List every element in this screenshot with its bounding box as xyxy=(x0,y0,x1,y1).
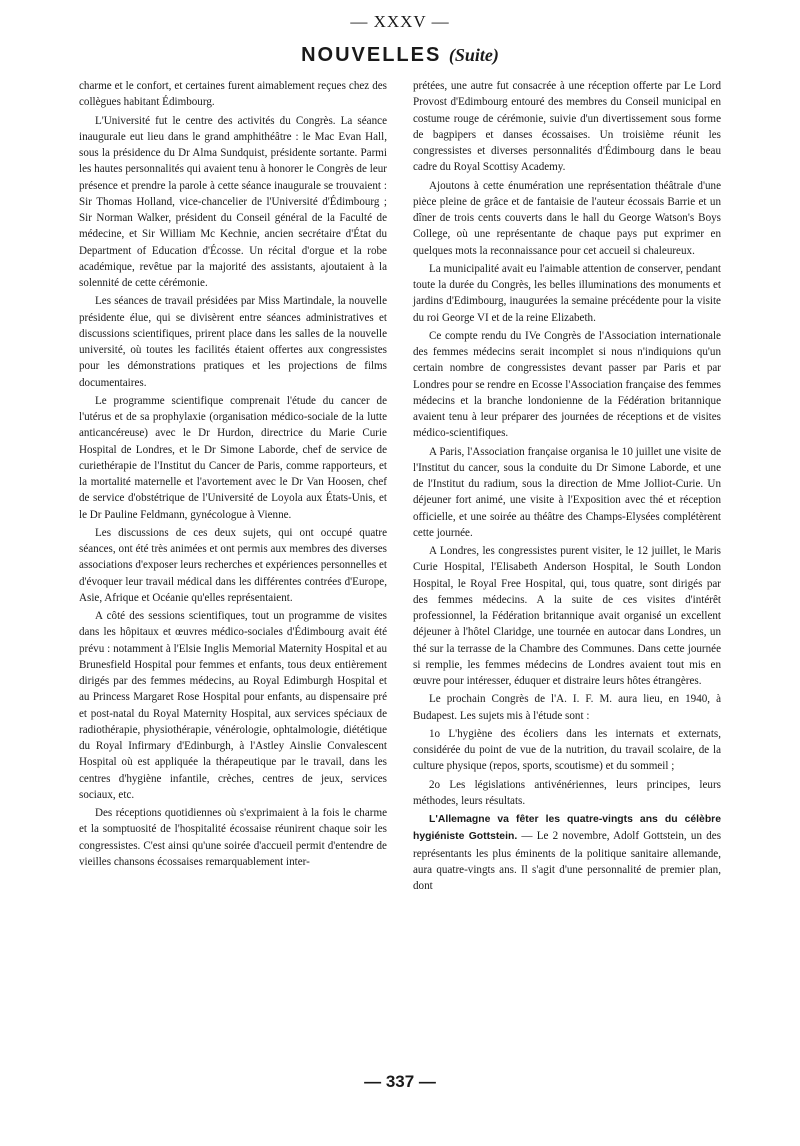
paragraph: A Paris, l'Association française organisa le 10 juillet une visite de l'Institut du cancer, sous la conduite du Dr Simone Laborde, et une de l'Institut du radium, sous la direction de Mme Jolliot-Curie. Un déjeuner fort animé, une visite à l'Exposition avec thé et réception officielle, et une soirée au théâtre des Champs-Elysées complétèrent cette journée. xyxy=(413,445,721,539)
paragraph: A côté des sessions scientifiques, tout un programme de visites dans les hôpitaux et œuvres médico-sociales d'Édimbourg avait été prévu : notamment à l'Elsie Inglis Memorial Maternity Hospital et au Brunesfield Hospital pour femmes et enfants, tous deux entièrement dirigés par des femmes médecins, au Royal Edimburgh Hospital et au Princess Margaret Rose Hospital pour enfants, au dispensaire pré et post-natal du Royal Maternity Hospital, aux services spéciaux de radiothérapie, physiothérapie, vénérologie, ophtalmologie, diététique du Royal Infirmary d'Edinburgh, à l'Astley Ainslie Convalescent Hospital où est appliquée la thérapeutique par le travail, dans les centres d'hygiène infantile, crèches, centres de jeux, services sociaux, etc. xyxy=(79,610,387,801)
paragraph: Les séances de travail présidées par Miss Martindale, la nouvelle présidente élue, qui se divisèrent entre séances administratives et discussions scientifiques, prirent place dans les salles de la nouvelle université, où toutes les facilités étaient offertes aux congressistes pour les démonstrations pratiques et les projections de films documentaires. xyxy=(79,295,387,389)
news-item xyxy=(413,811,721,894)
paragraph: Ajoutons à cette énumération une représentation théâtrale d'une pièce pleine de grâce et de fantaisie de l'auteur écossais Barrie et un dîner de trois cents couverts dans le hall du George Watson's Boys College, où une représentante de chaque pays put exprimer en quelques mots la reconnaissance pour cet accueil si chaleureux. xyxy=(413,179,721,257)
right-column xyxy=(413,78,721,894)
list-item: 2o Les législations antivénériennes, leurs principes, leurs méthodes, leurs résultats. xyxy=(413,778,721,807)
page-number: — 337 — xyxy=(364,1072,436,1091)
paragraph: La municipalité avait eu l'aimable attention de conserver, pendant toute la durée du Congrès, les belles illuminations des monuments et jardins d'Edimbourg, inaugurées la semaine précédente pour la visite du roi George VI et de la reine Elizabeth. xyxy=(413,262,721,324)
paragraph: A Londres, les congressistes purent visiter, le 12 juillet, le Maris Curie Hospital, l'Elisabeth Anderson Hospital, le South London Hospital, le Royal Free Hospital, qui, tous quatre, sont dirigés par des femmes médecins. A la suite de ces visites d'intérêt professionnel, la Fédération britannique avait organisé un excellent déjeuner à l'hôtel Claridge, une tournée en autocar dans Londres, un thé sur la terrasse de la Chambre des Communes. Dans cette journée si remplie, les femmes médecins de Londres avaient tout mis en œuvre pour intéresser, éduquer et distraire leurs hôtes étrangères. xyxy=(413,545,721,687)
news-body: — Le 2 novembre, Adolf Gottstein, un des représentants les plus éminents de la politique sanitaire allemande, aura quatre-vingts ans. Il s'agit d'une personnalité de premier plan, dont xyxy=(413,830,722,892)
paragraph: L'Université fut le centre des activités du Congrès. La séance inaugurale eut lieu dans le grand amphithéâtre : le Mac Evan Hall, sous la présidence du Dr Alma Sundquist, présidente sortante. Parmi les hautes personnalités qui avaient tenu à honorer le Congrès de leur présence et prendre la parole à cette séance inaugurale se trouvaient : Sir Thomas Holland, vice-chancelier de l'Université d'Édimbourg ; Sir Norman Walker, président du Conseil général de la Faculté de médecine, et Sir William Mc Kechnie, ancien secrétaire d'État du Department of Education d'Écosse. Un récital d'orgue et la robe académique, revêtue par la majorité des assistants, ajoutaient à la solennité de cette cérémonie. xyxy=(79,114,387,289)
list-item: 1o L'hygiène des écoliers dans les internats et externats, considérée du point de vue de la nutrition, du travail scolaire, de la culture physique (repos, sports, scoutisme) et du sommeil ; xyxy=(413,727,721,773)
section-heading xyxy=(0,44,800,67)
paragraph: Les discussions de ces deux sujets, qui ont occupé quatre séances, ont été très animées et ont permis aux membres des diverses associations d'exposer leurs recherches et expériences personnelles et d'évoquer leur travail médical dans les différentes contrées d'Europe, Asie, Afrique et Océanie qu'elles représentaient. xyxy=(79,526,387,604)
paragraph: Des réceptions quotidiennes où s'exprimaient à la fois le charme et la somptuosité de l'hospitalité écossaise réunirent chaque soir les congressistes. C'est ainsi qu'une soirée d'accueil permit d'entendre de vieilles chansons écossaises remarquablement inter- xyxy=(79,807,387,868)
paragraph: Ce compte rendu du IVe Congrès de l'Association internationale des femmes médecins serait incomplet si nous n'indiquions qu'un certain nombre de congressistes devant passer par Paris et par Londres pour se rendre en Ecosse l'Association française des femmes médecins et la branche londonienne de la Fédération britannique avaient tenu à leur préparer des journées de réceptions et de visites médico-scientifiques. xyxy=(413,329,721,440)
paragraph: Le programme scientifique comprenait l'étude du cancer de l'utérus et de sa prophylaxie (organisation médico-sociale de la lutte anticancéreuse) avec le Dr Hurdon, directrice du Marie Curie Hospital de Londres, et le Dr Simone Laborde, chef de service de curiethérapie de l'Institut du Cancer de Paris, comme rapporteurs, et la mortalité maternelle et l'avortement avec le Dr Van Hoosen, chef de service d'obstétrique de l'Université de Loyola aux États-Unis, et le Dr Pauline Feldmann, gynécologue à Vienne. xyxy=(79,394,387,521)
roman-page-number: — XXXV — xyxy=(350,12,450,31)
section-subtitle: (Suite) xyxy=(448,45,499,65)
paragraph: charme et le confort, et certaines furent aimablement reçues chez des collègues habitant Édimbourg. xyxy=(79,80,387,109)
paragraph: prétées, une autre fut consacrée à une réception offerte par Le Lord Provost d'Edimbourg entouré des membres du Conseil municipal en costume rouge de cérémonie, suivie d'un divertissement sous forme de bagpipers et danses écossaises. Un troisième réunit les congressistes et diverses personnalités d'Édimbourg dans le beau cadre du Royal Scottisy Academy. xyxy=(413,80,721,174)
news-headline: L'Allemagne va fêter les quatre-vingts ans du célèbre hygiéniste Gottstein. xyxy=(413,814,721,843)
left-column xyxy=(79,78,387,870)
section-title: NOUVELLES xyxy=(301,44,442,66)
paragraph: Le prochain Congrès de l'A. I. F. M. aura lieu, en 1940, à Budapest. Les sujets mis à l'étude sont : xyxy=(413,693,721,722)
